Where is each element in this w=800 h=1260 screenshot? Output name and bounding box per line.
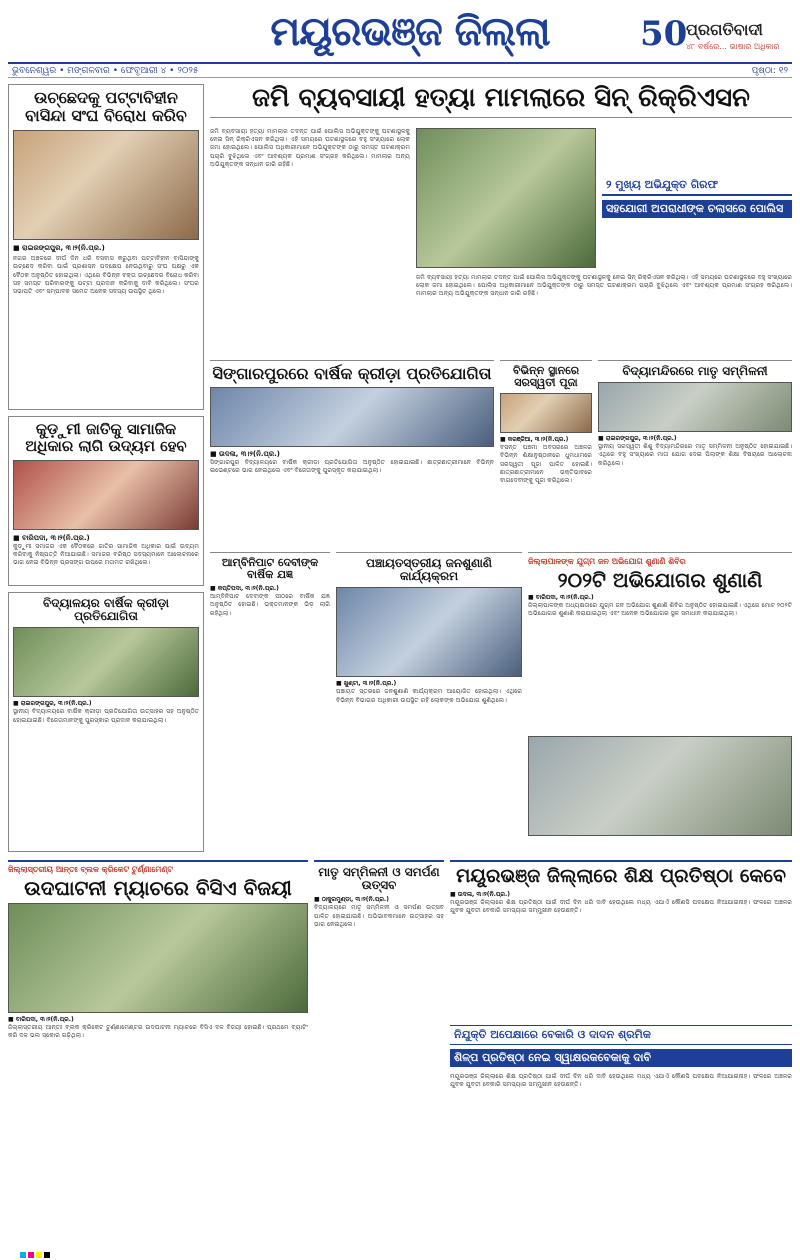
story-photo [500,393,592,433]
story-body: ଜିଲ୍ଲାପାଳଙ୍କ ଅଧ୍ୟକ୍ଷତାରେ ଯୁଗ୍ମ ଜନ ଅଭିଯୋଗ ଶୁଣାଣି ଶିବିର ଅନୁଷ୍ଠିତ ହୋଇଯାଇଛି। ଏଥିରେ ମୋଟ ୨୦୨ଟି ଅଭିଯୋଗର ଶୁଣାଣି କରାଯାଇଥିଲା ଏବଂ ଅନେକ ଅଭିଯୋଗର ସ୍ଥଳ ସମାଧାନ କରାଯାଇଥିଲା। [528,602,792,618]
story-s3 [8,416,204,586]
story-s4 [210,360,494,546]
story-headline: ବିଦ୍ୟାଳୟର ବାର୍ଷିକ କ୍ରୀଡ଼ା ପ୍ରତିଯୋଗିତା [43,596,169,624]
story-headline: ମାତୃ ସମ୍ମିଳନୀ ଓ ସମର୍ପଣ ଉତ୍ସବ [318,865,440,893]
page-number: ପୃଷ୍ଠା: ୧୨ [751,66,788,76]
story-s2 [210,84,792,354]
story-s1 [8,84,204,410]
story-body-continued: ମୟୂରଭଞ୍ଜ ଜିଲ୍ଲାରେ ଶିକ୍ଷ ପ୍ରତିଷ୍ଠା ପାଇଁ ଦୀର୍ଘ ଦିନ ଧରି ଦାବି ହେଉଥିଲେ ମଧ୍ୟ ଏଯାଏଁ କୌଣସି ପଦକ୍ଷେପ ନିଆଯାଇନାହିଁ। ଫଳରେ ଅଞ୍ଚଳର ଯୁବକ ଯୁବତୀ ବେକାରି ସମସ୍ୟାର ସମ୍ମୁଖୀନ ହେଉଛନ୍ତି। [450,1072,792,1089]
story-kicker: ଜିଲ୍ଲାପାଳଙ୍କ ଯୁଗ୍ମ ଜନ ଅଭିଯୋଗ ଶୁଣାଣି ଶିବିର [528,557,686,566]
story-photo [13,627,199,697]
story-dateline: ■ ଠାକୁରମୁଣ୍ଡା, ୩।୨(ନି.ପ୍ର.) [314,896,389,904]
story-dateline: ■ ଉଦଳା, ୩।୨(ନି.ପ୍ର.) [210,449,280,458]
story-s5 [500,360,592,546]
story-headline: ୨୦୨ଟି ଅଭିଯୋଗର ଶୁଣାଣି [557,568,763,592]
side-highlight: ନିଯୁକ୍ତି ଅପେକ୍ଷାରେ ବେକାରି ଓ ଦାଦନ ଶ୍ରମିକ [450,1025,792,1045]
story-photo [598,382,792,432]
story-body: ବସନ୍ତ ପଞ୍ଚମୀ ଅବସରରେ ଅଞ୍ଚଳର ବିଭିନ୍ନ ଶିକ୍ଷାନୁଷ୍ଠାନରେ ଧୁମଧାମରେ ସରସ୍ୱତୀ ପୂଜା ପାଳିତ ହୋଇଛି। ଛାତ୍ରଛାତ୍ରୀମାନେ ଭକ୍ତିଭାବରେ ବାଗଦେବୀଙ୍କୁ ପୂଜା କରିଥିଲେ। [500,444,592,484]
story-body: ପଞ୍ଚାୟତ ସ୍ତରରେ ଜନଶୁଣାଣି କାର୍ଯ୍ୟକ୍ରମ ଆୟୋଜିତ ହୋଇଥିଲା। ଏଥିରେ ବିଭିନ୍ନ ବିଭାଗର ଅଧିକାରୀ ଉପସ୍ଥିତ ରହି ଲୋକଙ୍କ ଅଭିଯୋଗ ଶୁଣିଥିଲେ। [336,688,522,704]
print-registration-marks [0,1250,800,1260]
story-headline: ପଞ୍ଚାୟତସ୍ତରୀୟ ଜନଶୁଣାଣି କାର୍ଯ୍ୟକ୍ରମ [366,556,492,584]
story-body: ସ୍ଥାନୀୟ ବିଦ୍ୟାଳୟରେ ବାର୍ଷିକ କ୍ରୀଡ଼ା ପ୍ରତିଯୋଗିତା ଉତ୍ସାହର ସହ ଅନୁଷ୍ଠିତ ହୋଇଯାଇଛି। ବିଜେତାମାନଙ୍କୁ ପୁରସ୍କାର ପ୍ରଦାନ କରାଯାଇଥିଲା। [13,708,199,724]
registration-swatch-yellow [36,1252,42,1258]
side-highlight: ସହଯୋଗୀ ଅପରାଧୀଙ୍କ ଚଲାସରେ ପୋଲିସ [602,200,792,218]
story-photo [528,736,792,836]
story-dateline: ■ ରାଇରଙ୍ଗପୁର, ୩।୨(ନି.ପ୍ର.) [13,244,105,253]
story-dateline: ■ ବାରିପଦା, ୩।୨(ନି.ପ୍ର.) [528,594,594,601]
story-body: ଜିଲ୍ଲାସ୍ତରୀୟ ଆନ୍ତଃ ବ୍ଲକ କ୍ରିକେଟ ଟୁର୍ଣ୍ଣାମେଣ୍ଟର ଉଦଘାଟନୀ ମ୍ୟାଚରେ ବିସିଏ ଦଳ ବିଜୟୀ ହୋଇଛି। ପ୍ରଥମେ ବ୍ୟାଟିଂ କରି ଦଳ ଭଲ ସ୍କୋର ଗଢ଼ିଥିଲା। [8,1024,308,1040]
story-s13 [450,860,792,1250]
story-headline: ଆମ୍ବିନିପାଟ ଦେବୀଙ୍କ ବାର୍ଷିକ ଯଜ୍ଞ [221,556,319,582]
story-body: ନଗର ଅଞ୍ଚଳରେ ଦୀର୍ଘ ଦିନ ଧରି ବସବାସ କରୁଥିବା ପଟ୍ଟାବିହୀନ ବାସିନ୍ଦାଙ୍କୁ ଉଚ୍ଛେଦ କରିବା ପାଇଁ ପ୍ରଶାସନ ପଦକ୍ଷେପ ନେଉଥିବାରୁ ସଂଘ ପକ୍ଷରୁ ଏକ ବୈଠକ ଅନୁଷ୍ଠିତ ହୋଇଥିଲା। ଏଥିରେ ବିଭିନ୍ନ ବକ୍ତା ଉଚ୍ଛେଦର ବିରୋଧ କରିବା ସହ ସମସ୍ତ ପରିବାରଙ୍କୁ ପଟ୍ଟା ପ୍ରଦାନ କରିବାକୁ ଦାବି କରିଥିଲେ। ସଂଘର ସଭାପତି ଏବଂ ସମ୍ପାଦକ ସମେତ ଅନେକ ସଦସ୍ୟ ଉପସ୍ଥିତ ଥିଲେ। [13,255,199,295]
story-dateline: ■ ରାଇରଙ୍ଗପୁର, ୩।୨(ନି.ପ୍ର.) [13,700,92,708]
story-headline: କୁଡ଼ୁମୀ ଜାତିକୁ ସାମାଜିକ ଅଧିକାର ଲାଗି ଉଦ୍ୟମ ହେବ [25,420,187,455]
story-headline: ଉଦଘାଟନୀ ମ୍ୟାଚରେ ବିସିଏ ବିଜୟୀ [24,876,292,900]
story-body: ମୟୂରଭଞ୍ଜ ଜିଲ୍ଲାରେ ଶିକ୍ଷ ପ୍ରତିଷ୍ଠା ପାଇଁ ଦୀର୍ଘ ଦିନ ଧରି ଦାବି ହେଉଥିଲେ ମଧ୍ୟ ଏଯାଏଁ କୌଣସି ପଦକ୍ଷେପ ନିଆଯାଇନାହିଁ। ଫଳରେ ଅଞ୍ଚଳର ଯୁବକ ଯୁବତୀ ବେକାରି ସମସ୍ୟାର ସମ୍ମୁଖୀନ ହେଉଛନ୍ତି। [450,898,792,915]
story-dateline: ■ ବାରିପଦା, ୩।୨(ନି.ପ୍ର.) [8,1016,74,1023]
registration-swatch-magenta [28,1252,34,1258]
story-kicker: ଜିଲ୍ଲାସ୍ତରୀୟ ଆନ୍ତଃ ବ୍ଲକ କ୍ରିକେଟ ଟୁର୍ଣ୍ଣାମେଣ୍ଟ [8,865,173,874]
story-body: କୁଡ଼ୁମୀ ସମାଜର ଏକ ବୈଠକରେ ଜାତିର ସାମାଜିକ ଅଧିକାର ପାଇଁ ଉଦ୍ୟମ କରିବାକୁ ନିଷ୍ପତ୍ତି ନିଆଯାଇଛି। ସମାଜର ବରିଷ୍ଠ ସଦସ୍ୟମାନେ ଆଲୋଚନାରେ ଭାଗ ନେଇ ବିଭିନ୍ନ ପ୍ରସଙ୍ଗ ଉପରେ ମତାମତ ରଖିଥିଲେ। [13,543,199,567]
anniversary-badge: 50 [640,14,688,54]
issue-date: ଭୁବନେଶ୍ୱର • ମଙ୍ଗଳବାର • ଫେବୃଆରୀ ୪ • ୨୦୨୫ [12,66,199,76]
story-headline: ଉଚ୍ଛେଦକୁ ପଟ୍ଟାବିହୀନ ବାସିନ୍ଦା ସଂଘ ବିରୋଧ କରିବ [25,88,187,125]
dateline-bar [8,62,792,78]
story-dateline: ■ କରଞ୍ଜିଆ, ୩।୨(ନି.ପ୍ର.) [500,436,569,444]
story-body: ଜମି ବ୍ୟବସାୟୀ ହତ୍ୟା ମାମଲାର ତଦନ୍ତ ପାଇଁ ପୋଲିସ ଅଭିଯୁକ୍ତଙ୍କୁ ଘଟଣାସ୍ଥଳକୁ ନେଇ ସିନ୍ ରିକ୍ରିଏସନ କରିଥିଲା। ଏହି ସମୟରେ ଘଟଣାସ୍ଥଳରେ ବହୁ ସଂଖ୍ୟାରେ ଲୋକ ଜମା ହୋଇଥିଲେ। ପୋଲିସ ଅଧିକାରୀମାନେ ଅଭିଯୁକ୍ତଙ୍କ ଠାରୁ ସମସ୍ତ ଘଟଣାକ୍ରମ ପଚାରି ବୁଝିଥିଲେ ଏବଂ ଆବଶ୍ୟକ ପ୍ରମାଣ ସଂଗ୍ରହ କରିଥିଲେ। ମାମଲାର ଅନ୍ୟ ଅଭିଯୁକ୍ତଙ୍କ ସନ୍ଧାନ ଜାରି ରହିଛି। [210,128,410,168]
story-headline: ବିଭିନ୍ନ ସ୍ଥାନରେ ସରସ୍ୱତୀ ପୂଜା [512,364,580,390]
story-s11 [8,860,308,1250]
story-photo [8,903,308,1013]
story-photo [336,587,522,677]
story-headline: ଜମି ବ୍ୟବସାୟୀ ହତ୍ୟା ମାମଲାରେ ସିନ୍ ରିକ୍ରିଏସନ [210,84,792,118]
page-title: ମୟୂରଭଞ୍ଜ ଜିଲ୍ଲା [270,8,550,55]
story-s12 [314,860,444,1250]
story-s7 [210,552,330,712]
story-body: ବିଦ୍ୟାଳୟରେ ମାତୃ ସମ୍ମିଳନୀ ଓ ସମର୍ପଣ ଉତ୍ସବ ପାଳିତ ହୋଇଯାଇଛି। ଅଭିଭାବକମାନେ ଉତ୍ସାହର ସହ ଭାଗ ନେଇଥିଲେ। [314,904,444,928]
story-s9 [528,552,792,852]
story-dateline: ■ ଉଦଳା, ୩।୨(ନି.ପ୍ର.) [450,890,510,898]
story-photo [13,460,199,530]
publication-logo [640,14,790,54]
story-headline: ମୟୂରଭଞ୍ଜ ଜିଲ୍ଲାରେ ଶିକ୍ଷ ପ୍ରତିଷ୍ଠା କେବେ [456,865,786,887]
story-body: ସ୍ଥାନୀୟ ସରସ୍ୱତୀ ଶିଶୁ ବିଦ୍ୟାମନ୍ଦିରରେ ମାତୃ ସମ୍ମିଳନୀ ଅନୁଷ୍ଠିତ ହୋଇଯାଇଛି। ଏଥିରେ ବହୁ ସଂଖ୍ୟାରେ ମାତା ଯୋଗ ଦେଇ ପିଲାଙ୍କ ଶିକ୍ଷା ବିଷୟରେ ଆଲୋଚନା କରିଥିଲେ। [598,443,792,467]
registration-swatch-black [44,1252,50,1258]
story-body-continued: ଜମି ବ୍ୟବସାୟୀ ହତ୍ୟା ମାମଲାର ତଦନ୍ତ ପାଇଁ ପୋଲିସ ଅଭିଯୁକ୍ତଙ୍କୁ ଘଟଣାସ୍ଥଳକୁ ନେଇ ସିନ୍ ରିକ୍ରିଏସନ କରିଥିଲା। ଏହି ସମୟରେ ଘଟଣାସ୍ଥଳରେ ବହୁ ସଂଖ୍ୟାରେ ଲୋକ ଜମା ହୋଇଥିଲେ। ପୋଲିସ ଅଧିକାରୀମାନେ ଅଭିଯୁକ୍ତଙ୍କ ଠାରୁ ସମସ୍ତ ଘଟଣାକ୍ରମ ପଚାରି ବୁଝିଥିଲେ ଏବଂ ଆବଶ୍ୟକ ପ୍ରମାଣ ସଂଗ୍ରହ କରିଥିଲେ। ମାମଲାର ଅନ୍ୟ ଅଭିଯୁକ୍ତଙ୍କ ସନ୍ଧାନ ଜାରି ରହିଛି। [416,274,792,298]
side-highlight: ୨ ମୁଖ୍ୟ ଅଭିଯୁକ୍ତ ଗିରଫ [602,176,792,196]
story-s10 [8,592,204,852]
story-body: ସିଙ୍ଗାରପୁର ବିଦ୍ୟାଳୟରେ ବାର୍ଷିକ କ୍ରୀଡ଼ା ପ୍ରତିଯୋଗିତା ଅନୁଷ୍ଠିତ ହୋଇଯାଇଛି। ଛାତ୍ରଛାତ୍ରୀମାନେ ବିଭିନ୍ନ ଇଭେଣ୍ଟରେ ଭାଗ ନେଇଥିଲେ ଏବଂ ବିଜେତାଙ୍କୁ ପୁରସ୍କୃତ କରାଯାଇଥିଲା। [210,458,494,474]
publication-tagline: ୪୮ ବର୍ଷରେ... ଭାଷାର ଅଧିକାର [686,42,780,51]
story-photo [13,130,199,240]
story-headline: ସିଙ୍ଗାରପୁରରେ ବାର୍ଷିକ କ୍ରୀଡ଼ା ପ୍ରତିଯୋଗିତା [212,364,492,383]
story-photo [416,128,596,268]
story-s8 [336,552,522,852]
story-photo [210,387,494,447]
story-dateline: ■ ବାରିପଦା, ୩।୨(ନି.ପ୍ର.) [13,534,90,542]
story-body: ଆମ୍ବିନିପାଟ ଦେବୀଙ୍କ ପୀଠରେ ବାର୍ଷିକ ଯଜ୍ଞ ଅନୁଷ୍ଠିତ ହୋଇଛି। ଭକ୍ତମାନଙ୍କ ଭିଡ଼ ଲାଗି ରହିଥିଲା। [210,593,330,617]
registration-swatch-cyan [20,1252,26,1258]
story-headline: ବିଦ୍ୟାମନ୍ଦିରରେ ମାତୃ ସମ୍ମିଳନୀ [622,364,768,378]
story-dateline: ■ କପ୍ତିପଦା, ୩।୨(ନି.ପ୍ର.) [210,585,279,593]
side-highlight: ଶିଳ୍ପ ପ୍ରତିଷ୍ଠା ନେଇ ସ୍ୱାକ୍ଷରକବେକାକୁ ଦାବି [450,1049,792,1067]
publication-name: ପ୍ରଗତିବାଦୀ [686,20,763,39]
story-dateline: ■ ଖୁଣ୍ଟା, ୩।୨(ନି.ପ୍ର.) [336,680,397,688]
story-s6 [598,360,792,546]
side-panel [602,128,792,268]
story-dateline: ■ ରାଇରଙ୍ଗପୁର, ୩।୨(ନି.ପ୍ର.) [598,435,677,443]
